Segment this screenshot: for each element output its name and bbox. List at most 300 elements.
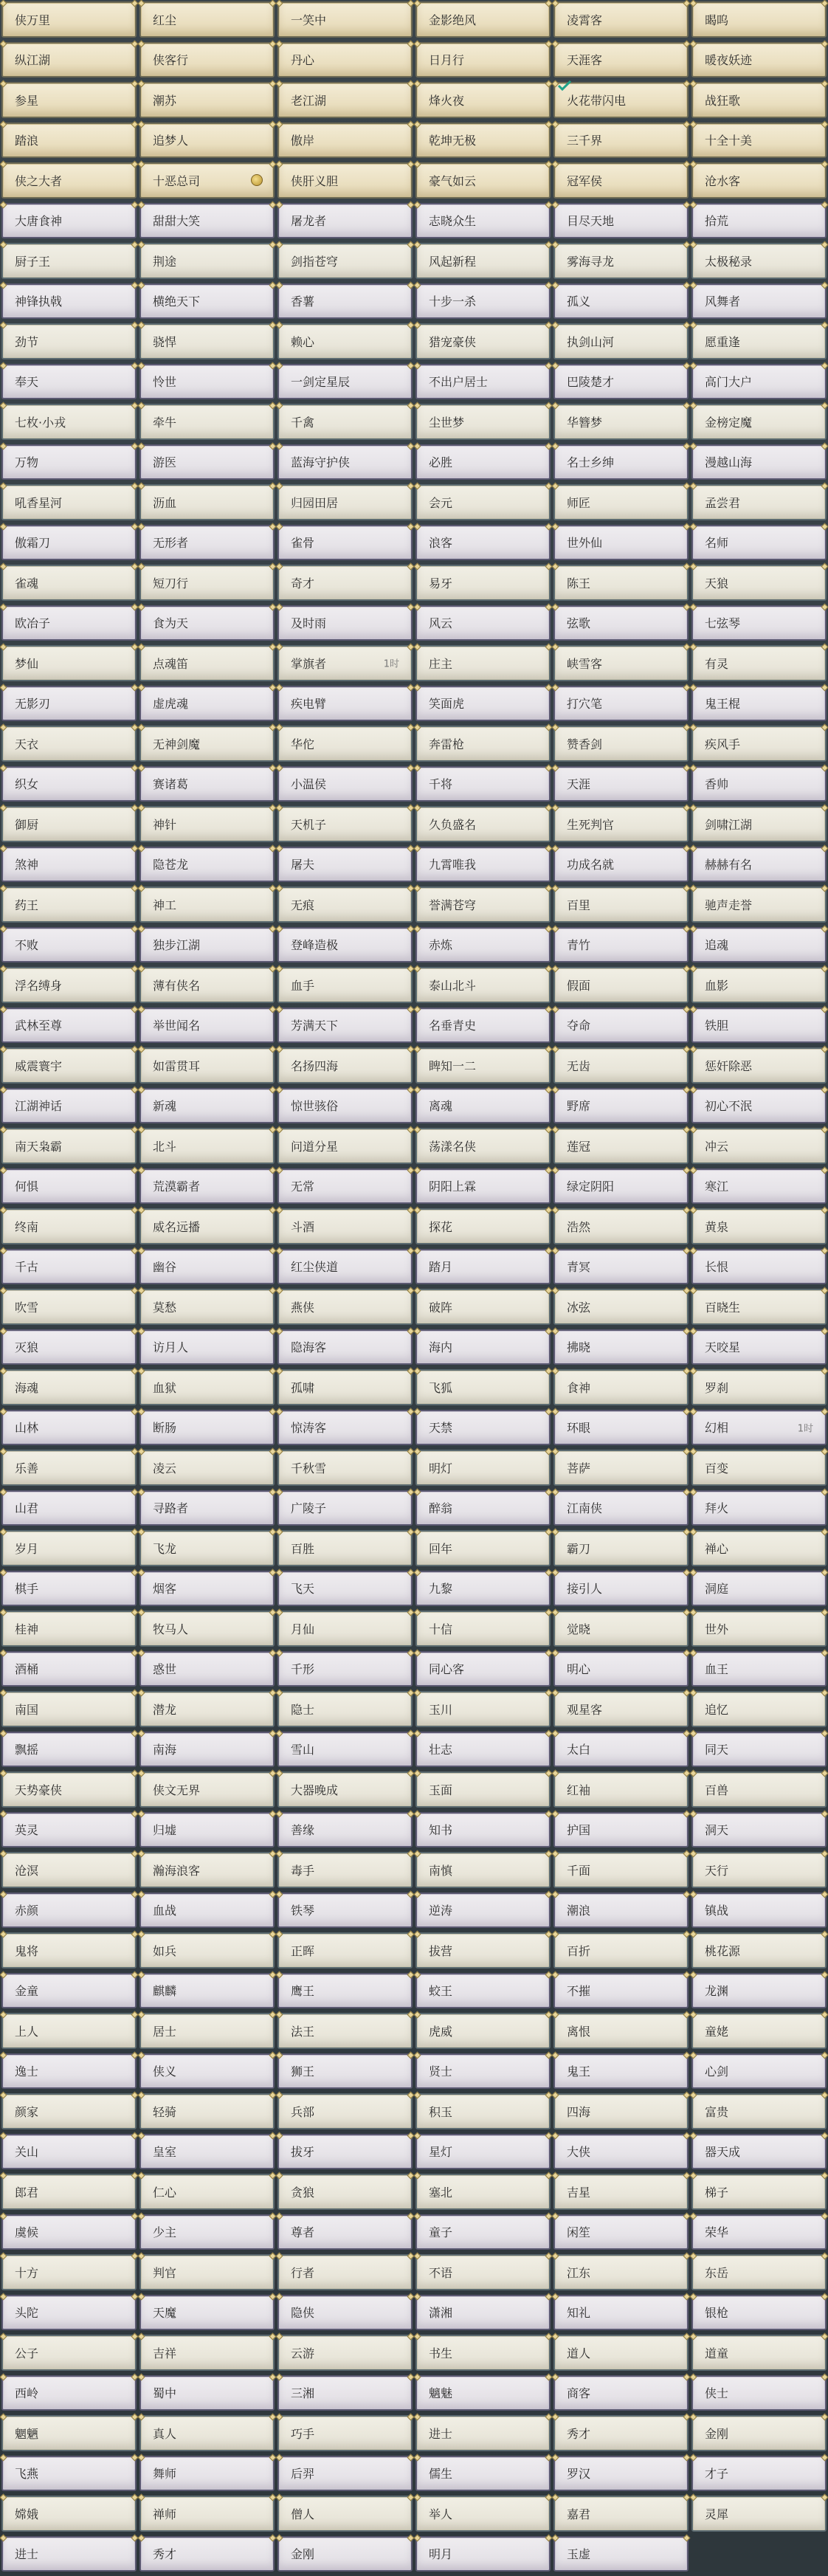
title-cell[interactable] [691,1571,827,1607]
title-cell[interactable] [553,2214,689,2250]
title-cell[interactable] [691,1008,827,1044]
title-cell[interactable] [1,2174,137,2210]
title-cell[interactable] [277,364,413,400]
title-cell[interactable] [691,1249,827,1285]
title-cell[interactable] [1,1047,137,1084]
title-cell[interactable] [1,645,137,681]
title-cell[interactable] [415,1249,551,1285]
title-cell[interactable] [277,2456,413,2492]
title-cell[interactable] [139,243,275,279]
title-cell[interactable] [553,525,689,561]
title-cell[interactable] [139,1008,275,1044]
title-cell[interactable] [277,1008,413,1044]
title-cell[interactable] [691,1651,827,1687]
title-cell[interactable] [415,82,551,118]
title-cell[interactable] [277,123,413,159]
title-cell[interactable] [139,1410,275,1446]
title-cell[interactable] [139,283,275,320]
title-cell[interactable] [1,1008,137,1044]
title-cell[interactable] [1,162,137,199]
title-cell[interactable] [415,283,551,320]
title-cell[interactable] [1,1369,137,1405]
title-cell[interactable] [1,525,137,561]
title-cell[interactable] [277,283,413,320]
title-cell[interactable] [691,2335,827,2371]
title-cell[interactable] [415,1208,551,1244]
title-cell[interactable] [1,806,137,842]
title-cell[interactable] [277,1,413,38]
title-cell[interactable] [1,2496,137,2532]
title-cell[interactable] [691,1852,827,1888]
title-cell[interactable] [139,404,275,440]
title-cell[interactable] [1,2053,137,2090]
title-cell[interactable] [1,1732,137,1768]
title-cell[interactable] [553,1973,689,2009]
title-cell[interactable] [553,2375,689,2411]
title-cell[interactable] [415,1168,551,1205]
title-cell[interactable] [1,364,137,400]
title-cell[interactable] [553,1852,689,1888]
title-cell[interactable] [139,2415,275,2451]
title-cell[interactable] [553,2335,689,2371]
title-cell[interactable] [139,2013,275,2049]
title-cell[interactable] [277,1249,413,1285]
title-cell[interactable] [691,364,827,400]
title-cell[interactable] [415,1771,551,1808]
title-cell[interactable] [415,1410,551,1446]
title-cell[interactable] [415,203,551,239]
title-cell[interactable] [691,605,827,641]
title-cell[interactable] [553,1008,689,1044]
title-cell[interactable] [415,123,551,159]
title-cell[interactable] [553,806,689,842]
title-cell[interactable] [553,323,689,359]
title-cell[interactable] [139,1329,275,1366]
title-cell[interactable] [415,686,551,722]
title-cell[interactable] [277,2335,413,2371]
title-cell[interactable] [553,404,689,440]
title-cell[interactable] [277,2295,413,2331]
title-cell[interactable] [1,1289,137,1325]
title-cell[interactable] [1,1932,137,1969]
title-cell[interactable] [415,2093,551,2129]
title-cell[interactable] [277,444,413,481]
title-cell[interactable] [1,967,137,1003]
title-cell[interactable] [139,565,275,601]
title-cell[interactable] [1,2134,137,2170]
title-cell[interactable] [1,1530,137,1566]
title-cell[interactable] [553,1,689,38]
title-cell[interactable] [139,2254,275,2290]
title-cell[interactable] [553,847,689,883]
title-cell[interactable] [691,1047,827,1084]
title-cell[interactable] [553,886,689,923]
title-cell[interactable] [691,1289,827,1325]
title-cell[interactable] [553,1088,689,1124]
title-cell[interactable] [139,2335,275,2371]
title-cell[interactable] [1,1088,137,1124]
title-cell[interactable] [139,1732,275,1768]
title-cell[interactable] [553,927,689,963]
title-cell[interactable] [139,1611,275,1647]
title-cell[interactable] [139,886,275,923]
title-cell[interactable] [691,1893,827,1929]
title-cell[interactable] [277,2134,413,2170]
title-cell[interactable] [1,1973,137,2009]
title-cell[interactable] [553,1893,689,1929]
title-cell[interactable] [415,1571,551,1607]
title-cell[interactable] [277,1893,413,1929]
title-cell[interactable] [691,847,827,883]
title-cell[interactable] [691,1932,827,1969]
title-cell[interactable] [277,2053,413,2090]
title-cell[interactable] [553,645,689,681]
title-cell[interactable] [1,2013,137,2049]
title-cell[interactable] [1,1,137,38]
title-cell[interactable] [139,1973,275,2009]
title-cell[interactable] [553,283,689,320]
title-cell[interactable] [691,2415,827,2451]
title-cell[interactable] [139,847,275,883]
title-cell[interactable] [277,927,413,963]
title-cell[interactable] [415,1893,551,1929]
title-cell[interactable] [691,1450,827,1486]
title-cell[interactable] [691,123,827,159]
title-cell[interactable] [415,2013,551,2049]
title-cell[interactable] [277,2375,413,2411]
title-cell[interactable] [1,1168,137,1205]
title-cell[interactable] [553,42,689,78]
title-cell[interactable] [415,1329,551,1366]
title-cell[interactable] [277,1651,413,1687]
title-cell[interactable] [691,927,827,963]
title-cell[interactable] [1,565,137,601]
title-cell[interactable] [691,1208,827,1244]
title-cell[interactable] [415,605,551,641]
title-cell[interactable] [691,686,827,722]
title-cell[interactable] [277,2093,413,2129]
title-cell[interactable] [691,243,827,279]
title-cell[interactable] [1,283,137,320]
title-cell[interactable] [691,1691,827,1727]
title-cell[interactable] [553,2254,689,2290]
title-cell[interactable] [691,1732,827,1768]
title-cell[interactable] [553,2496,689,2532]
title-cell[interactable] [139,2134,275,2170]
title-cell[interactable] [277,1289,413,1325]
title-cell[interactable] [415,2496,551,2532]
title-cell[interactable] [691,2496,827,2532]
title-cell[interactable] [553,1611,689,1647]
title-cell[interactable] [277,2536,413,2572]
title-cell[interactable] [553,2295,689,2331]
title-cell[interactable] [277,203,413,239]
title-cell[interactable] [691,1973,827,2009]
title-cell[interactable] [553,1932,689,1969]
title-cell[interactable] [415,2415,551,2451]
title-cell[interactable] [553,766,689,802]
title-cell[interactable] [139,123,275,159]
title-cell[interactable] [553,605,689,641]
title-cell[interactable] [415,2214,551,2250]
title-cell[interactable] [1,484,137,520]
title-cell[interactable] [277,2013,413,2049]
title-cell[interactable] [277,1812,413,1848]
title-cell[interactable] [553,1490,689,1526]
title-cell[interactable] [691,726,827,762]
title-cell[interactable] [1,2456,137,2492]
title-cell[interactable] [553,444,689,481]
title-cell[interactable] [415,1088,551,1124]
title-cell[interactable] [277,1088,413,1124]
title-cell[interactable] [691,323,827,359]
title-cell[interactable] [1,2214,137,2250]
title-cell[interactable] [1,203,137,239]
title-cell[interactable] [415,2134,551,2170]
title-cell[interactable] [277,1369,413,1405]
title-cell[interactable] [415,645,551,681]
title-cell[interactable] [277,1571,413,1607]
title-cell[interactable] [277,565,413,601]
title-cell[interactable] [415,2174,551,2210]
title-cell[interactable] [553,1168,689,1205]
title-cell[interactable] [1,927,137,963]
title-cell[interactable] [415,766,551,802]
title-cell[interactable] [277,323,413,359]
title-cell[interactable] [553,2456,689,2492]
title-cell[interactable] [553,1530,689,1566]
title-cell[interactable] [277,1450,413,1486]
title-cell[interactable] [1,82,137,118]
title-cell[interactable] [1,42,137,78]
title-cell[interactable] [277,1611,413,1647]
title-cell[interactable] [139,1530,275,1566]
title-cell[interactable] [691,525,827,561]
title-cell[interactable] [1,1571,137,1607]
title-cell[interactable] [1,1208,137,1244]
title-cell[interactable] [415,886,551,923]
title-cell[interactable] [553,243,689,279]
title-cell[interactable] [139,1852,275,1888]
title-cell[interactable] [139,1893,275,1929]
title-cell[interactable] [553,1771,689,1808]
title-cell[interactable] [691,806,827,842]
title-cell[interactable] [553,686,689,722]
title-cell[interactable] [415,1732,551,1768]
title-cell[interactable] [277,162,413,199]
title-cell[interactable] [415,484,551,520]
title-cell[interactable] [139,1128,275,1164]
title-cell[interactable] [691,1611,827,1647]
title-cell[interactable] [139,525,275,561]
title-cell[interactable] [277,1771,413,1808]
title-cell[interactable] [277,404,413,440]
title-cell[interactable] [1,1410,137,1446]
title-cell[interactable] [139,605,275,641]
title-cell[interactable] [415,364,551,400]
title-cell[interactable] [415,1450,551,1486]
title-cell[interactable] [415,565,551,601]
title-cell[interactable] [415,2254,551,2290]
title-cell[interactable] [139,444,275,481]
title-cell[interactable] [277,806,413,842]
title-cell[interactable] [691,1410,827,1446]
title-cell[interactable] [691,404,827,440]
title-cell[interactable] [277,1530,413,1566]
title-cell[interactable] [1,605,137,641]
title-cell[interactable] [415,1289,551,1325]
title-cell[interactable] [139,1289,275,1325]
title-cell[interactable] [1,243,137,279]
title-cell[interactable] [1,766,137,802]
title-cell[interactable] [553,162,689,199]
title-cell[interactable] [415,1008,551,1044]
title-cell[interactable] [277,1208,413,1244]
title-cell[interactable] [415,404,551,440]
title-cell[interactable] [553,203,689,239]
title-cell[interactable] [139,927,275,963]
title-cell[interactable] [139,1932,275,1969]
title-cell[interactable] [1,1771,137,1808]
title-cell[interactable] [277,2174,413,2210]
title-cell[interactable] [277,2415,413,2451]
title-cell[interactable] [415,2536,551,2572]
title-cell[interactable] [415,1812,551,1848]
title-cell[interactable] [415,323,551,359]
title-cell[interactable] [691,1329,827,1366]
title-cell[interactable] [139,1369,275,1405]
title-cell[interactable] [415,806,551,842]
title-cell[interactable] [139,1571,275,1607]
title-cell[interactable] [277,605,413,641]
title-cell[interactable] [139,323,275,359]
title-cell[interactable] [139,42,275,78]
title-cell[interactable] [139,1168,275,1205]
title-cell[interactable] [691,2053,827,2090]
title-cell[interactable] [553,123,689,159]
title-cell[interactable] [691,2456,827,2492]
title-cell[interactable] [415,2456,551,2492]
title-cell[interactable] [1,123,137,159]
title-cell[interactable] [415,726,551,762]
title-cell[interactable] [553,1571,689,1607]
title-cell[interactable] [691,162,827,199]
title-cell[interactable] [277,847,413,883]
title-cell[interactable] [553,1812,689,1848]
title-cell[interactable] [415,1530,551,1566]
title-cell[interactable] [553,1651,689,1687]
title-cell[interactable] [691,1490,827,1526]
title-cell[interactable] [1,1450,137,1486]
title-cell[interactable] [553,1289,689,1325]
title-cell[interactable] [1,444,137,481]
title-cell[interactable] [1,1490,137,1526]
title-cell[interactable] [691,565,827,601]
title-cell[interactable] [691,82,827,118]
title-cell[interactable] [691,2093,827,2129]
title-cell[interactable] [415,1651,551,1687]
title-cell[interactable] [277,886,413,923]
title-cell[interactable] [415,1128,551,1164]
title-cell[interactable] [139,806,275,842]
title-cell[interactable] [1,404,137,440]
title-cell[interactable] [1,1611,137,1647]
title-cell[interactable] [553,726,689,762]
title-cell[interactable] [415,243,551,279]
title-cell[interactable] [139,2214,275,2250]
title-cell[interactable] [277,1410,413,1446]
title-cell[interactable] [139,2536,275,2572]
title-cell[interactable] [139,82,275,118]
title-cell[interactable] [139,645,275,681]
title-cell[interactable] [553,2093,689,2129]
title-cell[interactable] [277,1732,413,1768]
title-cell[interactable] [1,726,137,762]
title-cell[interactable] [415,1932,551,1969]
title-cell[interactable] [1,1812,137,1848]
title-cell[interactable] [553,82,689,118]
title-cell[interactable] [553,565,689,601]
title-cell[interactable] [139,967,275,1003]
title-cell[interactable] [277,42,413,78]
title-cell[interactable] [277,686,413,722]
title-cell[interactable] [277,1168,413,1205]
title-cell[interactable] [139,2053,275,2090]
title-cell[interactable] [553,2013,689,2049]
title-cell[interactable] [691,2174,827,2210]
title-cell[interactable] [139,1490,275,1526]
title-cell[interactable] [139,1691,275,1727]
title-cell[interactable] [415,1047,551,1084]
title-cell[interactable] [1,2254,137,2290]
title-cell[interactable] [1,1128,137,1164]
title-cell[interactable] [553,2536,689,2572]
title-cell[interactable] [1,2536,137,2572]
title-cell[interactable] [1,2415,137,2451]
title-cell[interactable] [1,1852,137,1888]
title-cell[interactable] [691,645,827,681]
title-cell[interactable] [691,886,827,923]
title-cell[interactable] [691,1369,827,1405]
title-cell[interactable] [691,444,827,481]
title-cell[interactable] [139,162,275,199]
title-cell[interactable] [691,1088,827,1124]
title-cell[interactable] [691,1168,827,1205]
title-cell[interactable] [277,2254,413,2290]
title-cell[interactable] [277,1691,413,1727]
title-cell[interactable] [691,203,827,239]
title-cell[interactable] [277,484,413,520]
title-cell[interactable] [691,2295,827,2331]
title-cell[interactable] [691,1530,827,1566]
title-cell[interactable] [277,1932,413,1969]
title-cell[interactable] [415,847,551,883]
title-cell[interactable] [415,927,551,963]
title-cell[interactable] [415,2375,551,2411]
title-cell[interactable] [553,1691,689,1727]
title-cell[interactable] [1,323,137,359]
title-cell[interactable] [553,2415,689,2451]
title-cell[interactable] [1,886,137,923]
title-cell[interactable] [139,2456,275,2492]
title-cell[interactable] [277,645,413,681]
title-cell[interactable] [553,1208,689,1244]
title-cell[interactable] [1,2093,137,2129]
title-cell[interactable] [277,243,413,279]
title-cell[interactable] [1,1691,137,1727]
title-cell[interactable] [139,2496,275,2532]
title-cell[interactable] [691,484,827,520]
